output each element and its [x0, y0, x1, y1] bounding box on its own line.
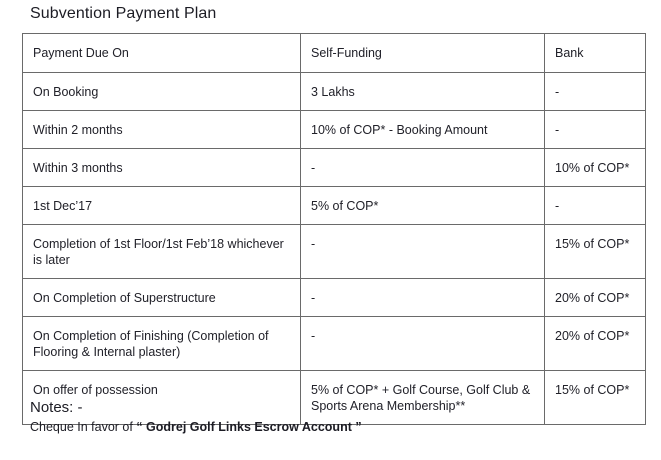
cheque-note-account-name: “ Godrej Golf Links Escrow Account ”: [136, 420, 362, 434]
column-header-bank-cell: Bank: [545, 34, 646, 73]
table-row: [23, 279, 646, 317]
bank-cell: -: [545, 111, 646, 149]
page-title: Subvention Payment Plan: [30, 5, 217, 22]
self-funding-cell: -: [301, 225, 545, 279]
table-row: [23, 317, 646, 371]
bank-cell: 15% of COP*: [545, 371, 646, 425]
self-funding-cell: 5% of COP*: [301, 187, 545, 225]
self-funding-cell: 10% of COP* - Booking Amount: [301, 111, 545, 149]
table-row: [23, 73, 646, 111]
self-funding-cell: 5% of COP* + Golf Course, Golf Club & Sports Arena Membership**: [301, 371, 545, 425]
self-funding-cell: -: [301, 279, 545, 317]
column-header-self-funding-cell: Self-Funding: [301, 34, 545, 73]
payment-due-cell: Within 3 months: [23, 149, 301, 187]
self-funding-cell: -: [301, 149, 545, 187]
payment-due-cell: On Completion of Superstructure: [23, 279, 301, 317]
payment-due-cell: On offer of possession: [23, 371, 301, 425]
payment-plan-table: [22, 33, 646, 425]
bank-cell: -: [545, 187, 646, 225]
cheque-note: [30, 420, 362, 434]
notes-section: [30, 399, 362, 434]
table-row: [23, 111, 646, 149]
payment-due-cell: 1st Dec’17: [23, 187, 301, 225]
table-row: [23, 149, 646, 187]
table-header-row: [23, 34, 646, 73]
payment-due-cell: Completion of 1st Floor/1st Feb’18 whichever is later: [23, 225, 301, 279]
column-header-payment-due-cell: Payment Due On: [23, 34, 301, 73]
notes-heading: Notes: -: [30, 399, 83, 416]
cheque-note-prefix: Cheque In favor of: [30, 420, 137, 434]
bank-cell: 20% of COP*: [545, 279, 646, 317]
payment-due-cell: Within 2 months: [23, 111, 301, 149]
payment-due-cell: On Completion of Finishing (Completion of Flooring & Internal plaster): [23, 317, 301, 371]
bank-cell: 20% of COP*: [545, 317, 646, 371]
bank-cell: 15% of COP*: [545, 225, 646, 279]
bank-cell: 10% of COP*: [545, 149, 646, 187]
self-funding-cell: -: [301, 317, 545, 371]
payment-due-cell: On Booking: [23, 73, 301, 111]
table-row: [23, 225, 646, 279]
bank-cell: -: [545, 73, 646, 111]
self-funding-cell: 3 Lakhs: [301, 73, 545, 111]
table-row: [23, 187, 646, 225]
